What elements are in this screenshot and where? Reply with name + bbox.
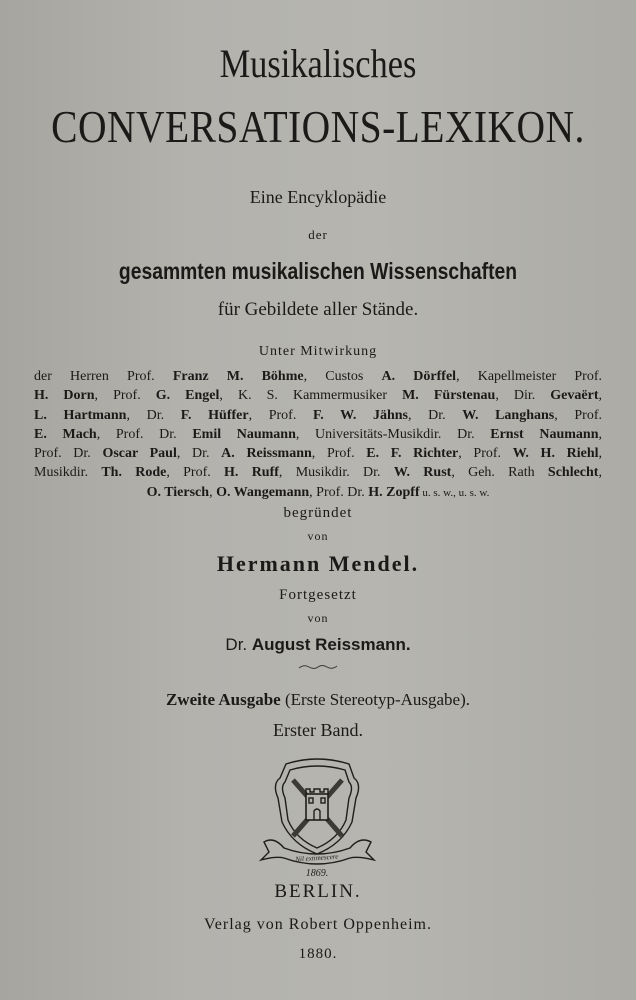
contributor-name: F. Hüffer <box>180 407 249 423</box>
contributor-text: , Prof. Dr. <box>96 426 193 442</box>
contributor-text: , Universitäts-Musikdir. Dr. <box>295 426 491 442</box>
contributor-text: , Prof. <box>94 388 156 404</box>
contributor-name: Oscar Paul <box>102 446 177 462</box>
collaboration-intro: Unter Mitwirkung <box>258 344 378 359</box>
contributor-name: Th. Rode <box>101 465 167 481</box>
edition-label: Zweite Ausgabe <box>165 690 281 709</box>
editor-line <box>0 633 636 657</box>
contributor-text: , Musikdir. Dr. <box>278 465 394 481</box>
contributors-row <box>34 425 602 444</box>
contributor-name: E. Mach <box>34 426 97 442</box>
contributor-name: H. Dorn <box>34 388 95 404</box>
contributor-text: , <box>598 426 602 442</box>
contributor-text: , Prof. Dr. <box>309 484 369 500</box>
contributor-name: A. Dörffel <box>381 369 457 384</box>
contributor-text: , Dir. <box>495 388 551 404</box>
contributor-name: H. Ruff <box>224 465 279 481</box>
contributor-text: , Prof. <box>248 407 313 423</box>
subtitle-line-4: für Gebildete aller Stände. <box>217 299 419 320</box>
contributor-name: Ernst Naumann <box>490 426 599 442</box>
founded-label: begründet <box>283 505 353 521</box>
by-label-1: von <box>307 529 329 543</box>
contributor-text: , <box>598 465 602 481</box>
edition-note: (Erste Stereotyp-Ausgabe). <box>280 690 471 709</box>
contributor-name: Schlecht <box>547 465 599 481</box>
contributor-name: W. H. Riehl <box>512 446 599 462</box>
imprint-city: BERLIN. <box>274 881 362 902</box>
contributor-text: , Prof. <box>554 407 602 423</box>
continued-label: Fortgesetzt <box>279 587 357 603</box>
contributor-name: L. Hartmann <box>34 407 127 423</box>
contributor-name: Gevaërt <box>550 388 599 404</box>
contributor-name: O. Wangemann <box>216 484 310 500</box>
contributor-text: , Custos <box>303 369 382 384</box>
contributors-row <box>34 386 602 405</box>
editor-name: August Reissmann. <box>251 635 411 654</box>
contributors-row <box>34 483 602 503</box>
contributor-text: , Dr. <box>126 407 181 423</box>
contributor-name: M. Fürstenau <box>402 388 496 404</box>
emblem-year: 1869. <box>305 868 329 878</box>
contributor-name: W. Langhans <box>462 407 555 423</box>
contributor-text: , Prof. <box>311 446 367 462</box>
subtitle-line-1: Eine Encyklopädie <box>249 187 387 207</box>
editor-prefix: Dr. <box>225 635 252 654</box>
divider-ornament-icon <box>298 662 338 672</box>
subtitle-line-3: gesammten musikalischen Wissenschaften <box>118 258 518 284</box>
contributors-list <box>34 367 602 503</box>
contributors-row <box>34 444 602 463</box>
contributor-name: G. Engel <box>155 388 220 404</box>
contributor-name: Franz M. Böhme <box>172 369 304 384</box>
contributor-text: Prof. Dr. <box>34 446 103 462</box>
title-line-2: CONVERSATIONS-LEXIKON. <box>51 101 585 152</box>
contributor-text: , Dr. <box>407 407 463 423</box>
contributors-row <box>34 463 602 482</box>
contributors-row <box>34 367 602 386</box>
edition-line <box>0 688 636 712</box>
contributor-name: O. Tiersch <box>146 484 210 500</box>
contributor-text: , Geh. Rath <box>451 465 548 481</box>
founder-name: Hermann Mendel. <box>216 551 420 576</box>
contributor-name: F. W. Jähns <box>312 407 408 423</box>
contributors-row <box>34 406 602 425</box>
contributor-text: , <box>598 446 602 462</box>
contributor-text: u. s. w., u. s. w. <box>419 486 490 499</box>
imprint-publisher: Verlag von Robert Oppenheim. <box>204 916 432 933</box>
contributor-text: , Prof. <box>458 446 513 462</box>
contributor-name: Emil Naumann <box>192 426 296 442</box>
contributor-name: W. Rust <box>393 465 452 481</box>
contributor-text: , K. S. Kammermusiker <box>219 388 403 404</box>
contributor-text: , <box>598 388 602 404</box>
contributor-name: E. F. Richter <box>366 446 459 462</box>
contributor-text: der Herren Prof. <box>34 369 173 384</box>
contributor-text: , Prof. <box>166 465 225 481</box>
imprint-year: 1880. <box>298 946 338 962</box>
volume-label: Erster Band. <box>273 720 363 740</box>
emblem-motto: Nil extimescere <box>295 852 339 864</box>
contributor-text: Musikdir. <box>34 465 102 481</box>
contributor-name: H. Zopff <box>368 484 420 500</box>
by-label-2: von <box>307 611 329 625</box>
contributor-text: , Dr. <box>176 446 222 462</box>
publisher-emblem-icon <box>250 756 385 878</box>
title-line-1: Musikalisches <box>219 41 417 86</box>
contributor-name: A. Reissmann <box>221 446 312 462</box>
contributor-text: , <box>209 484 217 500</box>
contributor-text: , Kapellmeister Prof. <box>456 369 603 384</box>
subtitle-line-2: der <box>308 227 328 242</box>
